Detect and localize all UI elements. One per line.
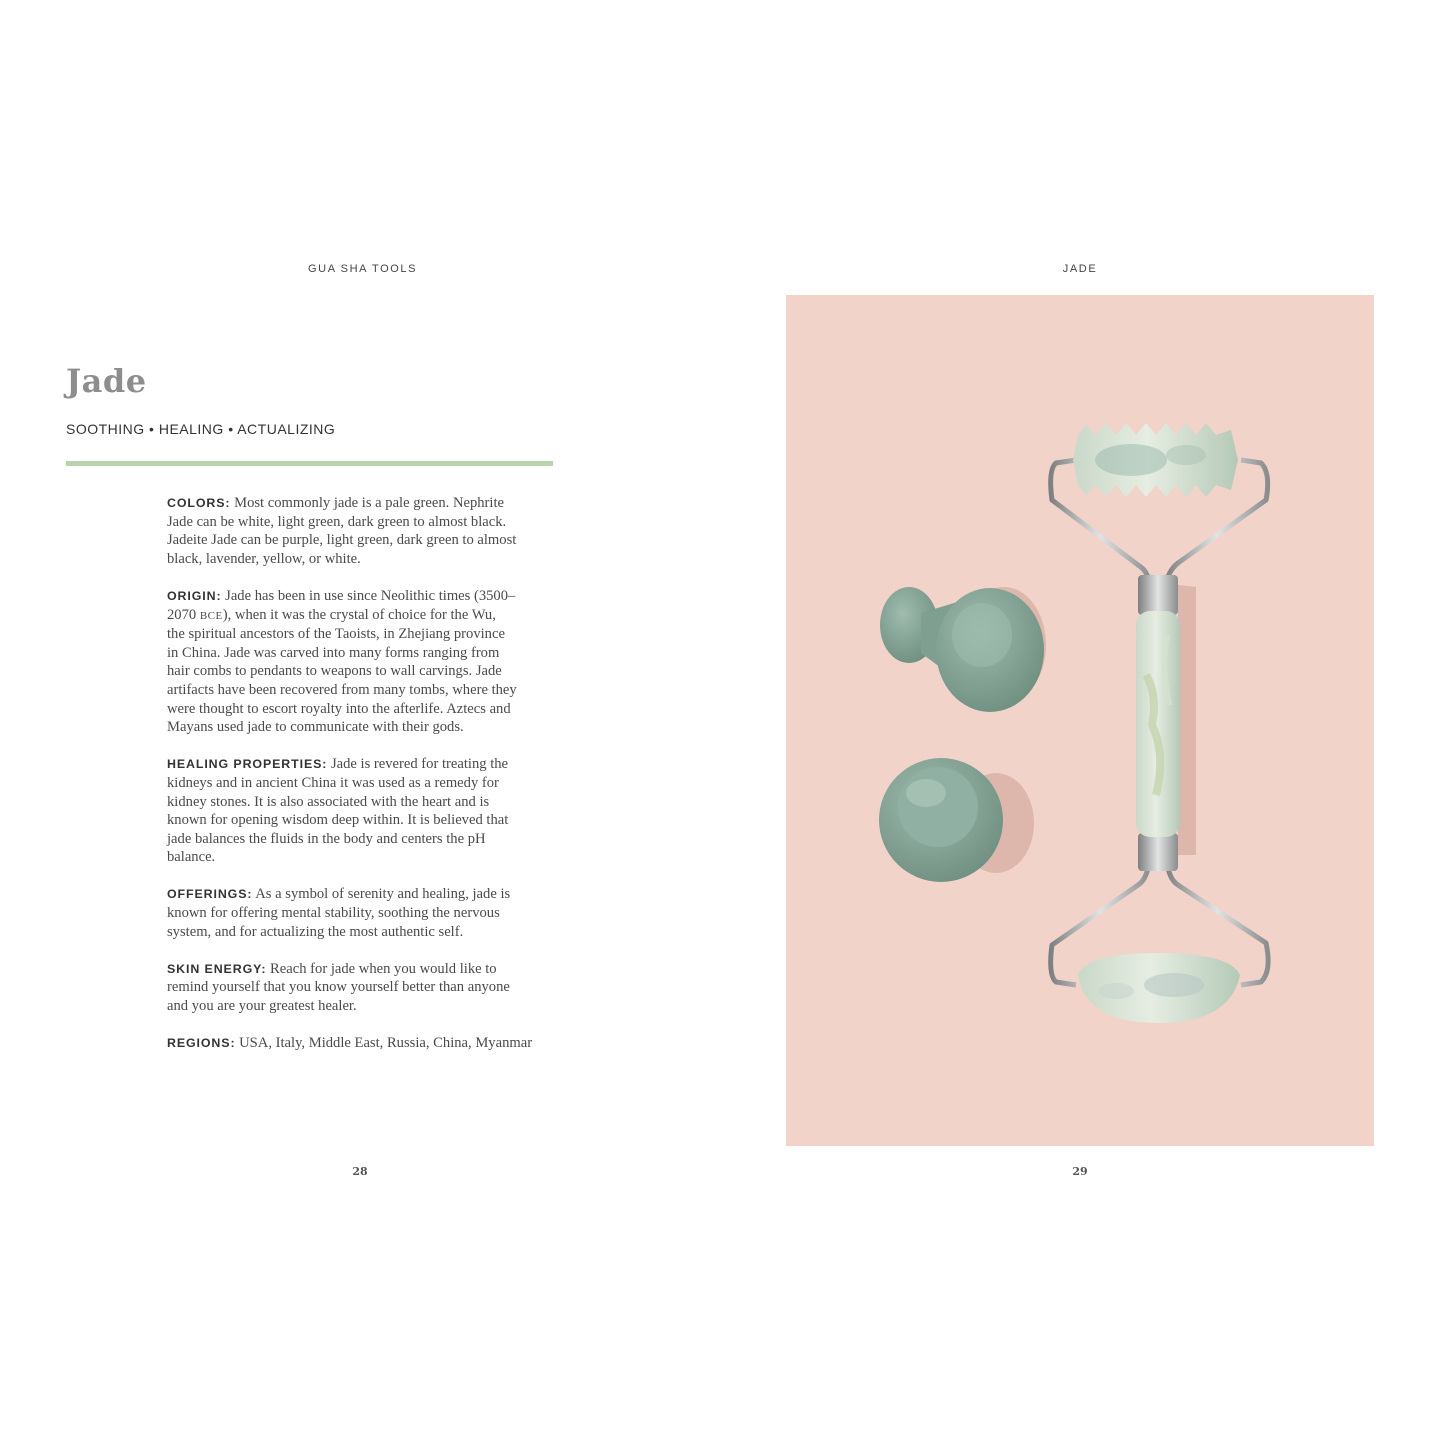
page-subtitle: SOOTHING • HEALING • ACTUALIZING	[66, 421, 336, 437]
jade-roller-and-mushroom-stones-photo	[786, 295, 1374, 1146]
line: and you are your greatest healer.	[167, 998, 357, 1015]
line: hair combs to pendants to weapons to wall carvings. Jade	[167, 663, 502, 680]
section-regions	[167, 1034, 557, 1053]
line: Jade can be white, light green, dark green to almost black.	[167, 513, 507, 530]
page-number-left: 28	[352, 1165, 368, 1178]
text: As a symbol of serenity and healing, jade is	[255, 886, 511, 903]
line: remind yourself that you know yourself better than anyone	[167, 979, 510, 996]
line: known for offering mental stability, soothing the nervous	[167, 905, 500, 922]
section-label: HEALING PROPERTIES:	[167, 757, 328, 772]
era-abbreviation: BCE	[199, 609, 223, 622]
text: Jade has been in use since Neolithic times (3500–	[225, 587, 516, 604]
line: system, and for actualizing the most authentic self.	[167, 923, 464, 940]
line	[167, 494, 557, 513]
running-head-right: JADE	[1062, 263, 1098, 275]
jade-tools-photo	[786, 295, 1374, 1146]
text: USA, Italy, Middle East, Russia, China, Myanmar	[239, 1035, 533, 1052]
line	[167, 755, 557, 774]
page-title: Jade	[66, 362, 147, 400]
section-label: SKIN ENERGY:	[167, 961, 267, 976]
text: 2070	[167, 606, 197, 623]
line: were thought to escort royalty into the afterlife. Aztecs and	[167, 700, 511, 717]
line: balance.	[167, 849, 216, 866]
section-label: ORIGIN:	[167, 588, 222, 603]
roller-bottom-smooth	[1078, 953, 1240, 1023]
section-colors	[167, 494, 557, 568]
line: in China. Jade was carved into many forms ranging from	[167, 644, 500, 661]
text: ), when it was the crystal of choice for the Wu,	[222, 606, 496, 623]
accent-divider	[66, 461, 553, 466]
running-head-left: GUA SHA TOOLS	[308, 263, 418, 275]
line: kidney stones. It is also associated with the heart and is	[167, 793, 490, 810]
line	[167, 960, 557, 979]
line: artifacts have been recovered from many tombs, where they	[167, 681, 517, 698]
line: black, lavender, yellow, or white.	[167, 550, 361, 567]
line: the spiritual ancestors of the Taoists, in Zhejiang province	[167, 626, 505, 643]
line	[167, 885, 557, 904]
mushroom-stone-bottom	[879, 758, 1003, 882]
section-label: REGIONS:	[167, 1036, 236, 1051]
line: kidneys and in ancient China it was used as a remedy for	[167, 774, 499, 791]
text: Jade is revered for treating the	[330, 756, 509, 773]
section-healing-properties	[167, 755, 557, 867]
page-number-right: 29	[1072, 1165, 1088, 1178]
line: jade balances the fluids in the body and centers the pH	[167, 830, 486, 847]
line: Jadeite Jade can be purple, light green, dark green to almost	[167, 532, 517, 549]
section-offerings	[167, 885, 557, 941]
section-label: OFFERINGS:	[167, 887, 253, 902]
section-skin-energy	[167, 960, 557, 1016]
line: Mayans used jade to communicate with their gods.	[167, 719, 464, 736]
text: Most commonly jade is a pale green. Nephrite	[234, 495, 504, 511]
section-label: COLORS:	[167, 496, 231, 510]
line: known for opening wisdom deep within. It is believed that	[167, 812, 509, 829]
line	[167, 1034, 557, 1053]
text: Reach for jade when you would like to	[270, 960, 497, 977]
section-origin	[167, 587, 557, 737]
roller-handle	[1136, 611, 1180, 837]
line	[167, 606, 557, 626]
crystal-description	[167, 494, 557, 1071]
mushroom-stone-top	[880, 587, 1044, 712]
line	[167, 587, 557, 606]
roller-top-spiked	[1073, 423, 1238, 497]
